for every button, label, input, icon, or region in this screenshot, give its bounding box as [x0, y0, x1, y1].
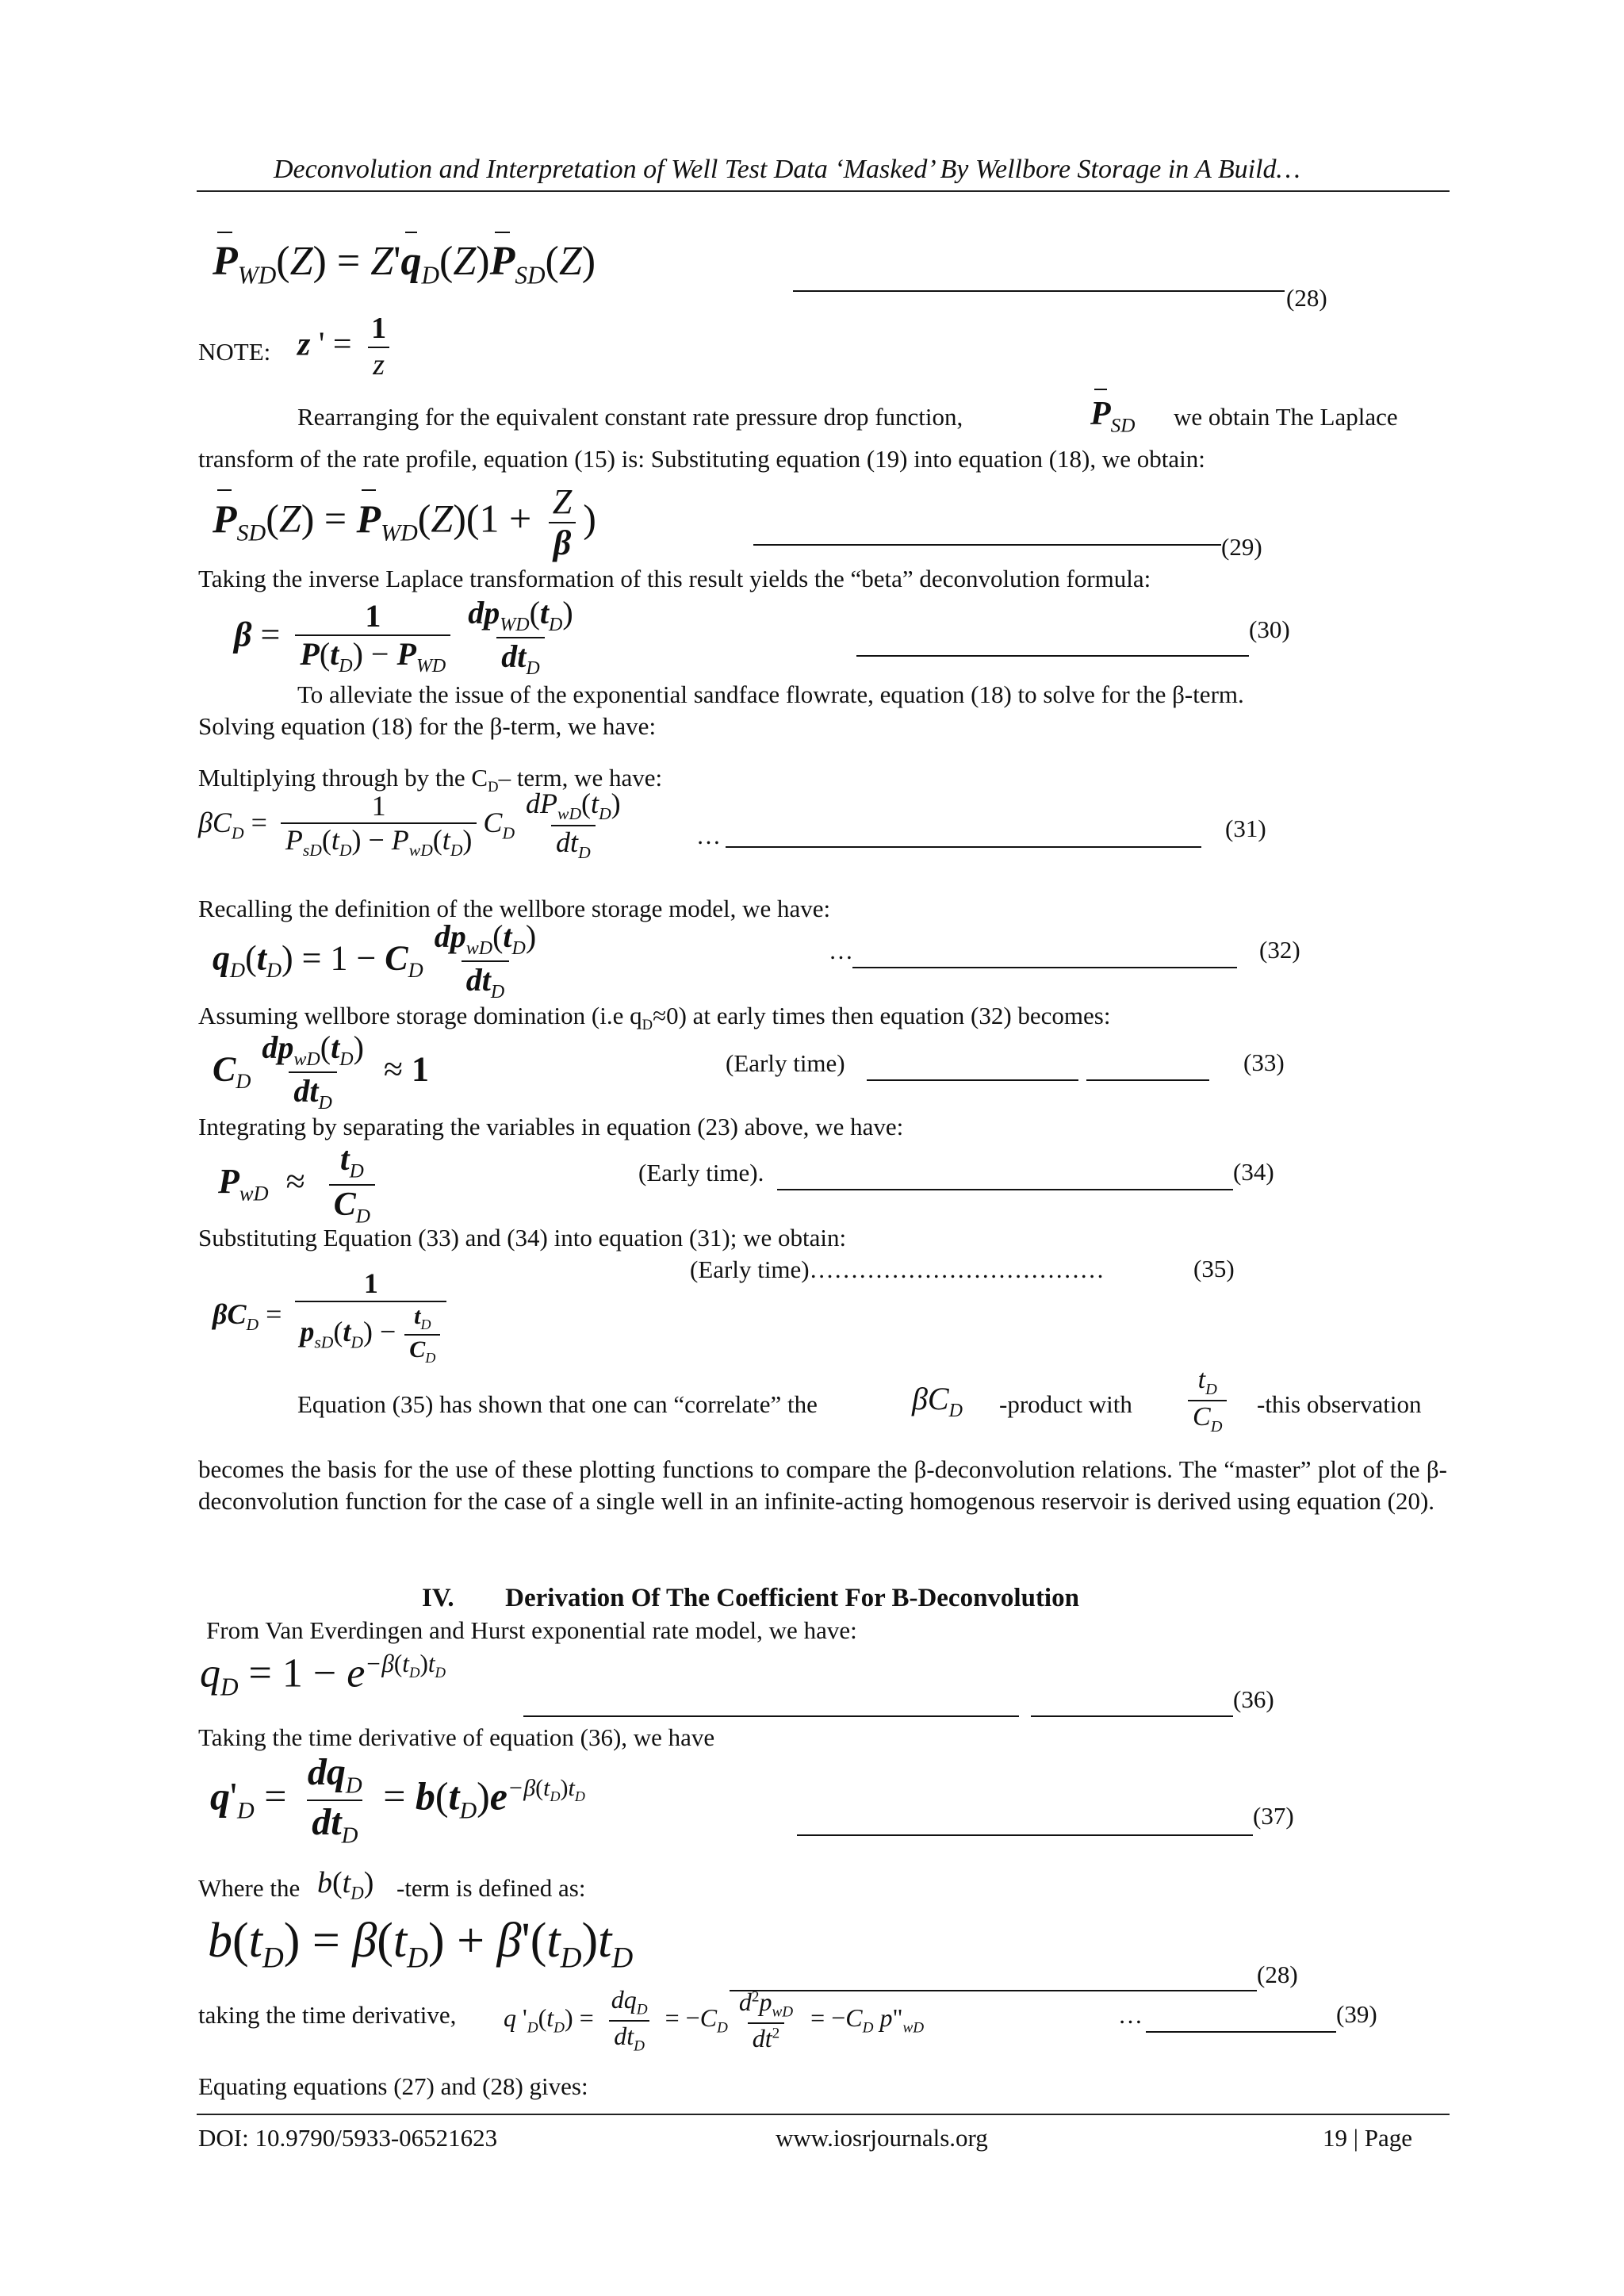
paragraph-rearranging-c: transform of the rate profile, equation (15) is: Substituting equation (19) into equation (18), we obtain: — [198, 445, 1205, 473]
equation-39-number: (39) — [1336, 2000, 1377, 2028]
equation-28a: $P_{WD}(Z) = Z'q_D(Z)P_{SD}(Z)$ — [213, 239, 596, 289]
footer-rule — [197, 2114, 1450, 2115]
paragraph-van-everdingen: From Van Everdingen and Hurst exponential rate model, we have: — [206, 1616, 857, 1644]
paragraph-rearranging-b: we obtain The Laplace — [1174, 403, 1398, 431]
equation-35: $\beta C_D$ = 1 $p_{sD}(t_D)$ − $\frac{t_D}{C_D}$ — [213, 1269, 453, 1366]
running-header: Deconvolution and Interpretation of Well Test Data ‘Masked’ By Wellbore Storage in A Build… — [274, 155, 1300, 184]
equation-34-label: (Early time). — [638, 1159, 764, 1186]
equation-28b-number: (28) — [1257, 1961, 1298, 1988]
paragraph-alleviate-b: Solving equation (18) for the β-term, we have: — [198, 712, 657, 740]
paragraph-equation35-b: -product with — [999, 1390, 1132, 1418]
equation-28a-number: (28) — [1286, 284, 1327, 312]
paragraph-where-the-a: Where the — [198, 1874, 301, 1902]
equation-29-line — [753, 535, 1221, 550]
equation-28b: $b(t_D) = \beta(t_D) + \beta'(t_D)t_D$ — [208, 1914, 634, 1975]
equation-32-dots: … — [829, 937, 853, 964]
equation-34: $P_{wD}$ ≈ $\frac{t_D}{C_D}$ — [218, 1142, 381, 1228]
equation-32-line — [852, 958, 1237, 972]
equation-34-number: (34) — [1233, 1158, 1274, 1186]
equation-37-number: (37) — [1253, 1802, 1294, 1830]
paragraph-substituting: Substituting Equation (33) and (34) into equation (31); we obtain: — [198, 1224, 847, 1251]
equation-31: $\beta C_D$ = $\frac{1}{P_{sD}(t_D) - P_{wD}(t_D)}$ $C_D$ $\frac{dP_{wD}(t_D)}{dt_D}$ — [198, 788, 621, 863]
paragraph-alleviate-a: To alleviate the issue of the exponential sandface flowrate, equation (18) to solve for the β-term. — [297, 680, 1244, 708]
equation-34-line — [777, 1180, 1233, 1194]
note-equation: z ' = $\frac{1}{z}$ — [297, 313, 397, 381]
paragraph-rearranging-a: Rearranging for the equivalent constant rate pressure drop function, — [297, 403, 963, 431]
inline-betacd-symbol: $\beta C_D$ — [912, 1381, 963, 1421]
equation-31-line — [726, 838, 1201, 852]
equation-35-number: (35) — [1193, 1255, 1235, 1282]
note-label: NOTE: — [198, 338, 271, 366]
paragraph-integrating: Integrating by separating the variables in equation (23) above, we have: — [198, 1113, 904, 1140]
equation-36-number: (36) — [1233, 1685, 1274, 1713]
equation-35-label: (Early time)……………………………… — [690, 1255, 1105, 1283]
equation-33-number: (33) — [1243, 1048, 1285, 1076]
equation-30-line — [856, 646, 1249, 661]
equation-36-line-b — [1031, 1707, 1233, 1721]
inline-btd-symbol: $b(t_D)$ — [317, 1866, 374, 1903]
section-title: Derivation Of The Coefficient For Β-Deconvolution — [505, 1584, 1079, 1612]
paragraph-multiplying: Multiplying through by the $C_D-$ term, we have: — [198, 764, 663, 796]
equation-33-label: (Early time) — [726, 1049, 845, 1077]
section-numeral: IV. — [422, 1584, 454, 1612]
equation-37-line — [797, 1826, 1253, 1840]
equation-30: β = $\frac{1}{P(t_D) - P_{WD}}$ $\frac{dp_{WD}(t_D)}{dt_D}$ — [234, 595, 573, 680]
equation-31-number: (31) — [1225, 815, 1266, 842]
equation-32-number: (32) — [1259, 936, 1300, 964]
inline-psd-symbol: $P_{SD}$ — [1090, 396, 1136, 437]
equation-29-number: (29) — [1221, 533, 1262, 561]
equation-36: $q_D = 1 - e^{-\beta(t_D)t_D}$ — [200, 1650, 446, 1701]
equation-31-dots: … — [696, 822, 721, 849]
paragraph-equation35-a: Equation (35) has shown that one can “correlate” the — [297, 1390, 818, 1418]
paragraph-equating: Equating equations (27) and (28) gives: — [198, 2072, 588, 2100]
equation-39: q '$_D(t_D)$ = $\frac{dq_D}{dt_D}$ = $-C_D$ $\frac{d^2p_{wD}}{dt^2}$ = $-C_D$ $p"_{wD}$ — [504, 1985, 925, 2054]
footer-doi: DOI: 10.9790/5933-06521623 — [198, 2124, 498, 2152]
paragraph-equation35-rest: becomes the basis for the use of these plotting functions to compare the β-deconvolution relations. The “master” plot of the β-deconvolution function for the case of a single well in an infinite-acting homogenous reservoir is derived using equation (20). — [198, 1455, 1447, 1515]
equation-39-dots: … — [1118, 2001, 1143, 2029]
paragraph-inverse-laplace: Taking the inverse Laplace transformation of this result yields the “beta” deconvolution formula: — [198, 565, 1151, 592]
footer-page-number: 19 | Page — [1323, 2124, 1412, 2152]
equation-37: $q'_D$ = $\frac{dq_D}{dt_D}$ = $b(t_D)e^{-\beta(t_D)t_D}$ — [210, 1751, 585, 1849]
equation-32: $q_D(t_D) = 1 - C_D$ $\frac{dp_{wD}(t_D)}{dt_D}$ — [213, 918, 537, 1003]
equation-33-line-b — [1086, 1071, 1209, 1085]
paragraph-recalling: Recalling the definition of the wellbore storage model, we have: — [198, 895, 831, 922]
footer-website: www.iosrjournals.org — [776, 2124, 988, 2152]
equation-28a-line — [793, 282, 1285, 296]
section-heading — [422, 1584, 1079, 1613]
equation-39-line — [1146, 2022, 1336, 2037]
inline-td-over-cd: $\frac{t_D}{C_D}$ — [1182, 1366, 1233, 1435]
paragraph-assuming: Assuming wellbore storage domination (i.e $q_D\approx 0$) at early times then equation (32) becomes: — [198, 1002, 1111, 1034]
equation-33: $C_D$ $\frac{dp_{wD}(t_D)}{dt_D}$ ≈ 1 — [213, 1029, 430, 1114]
paragraph-time-derivative: Taking the time derivative of equation (36), we have — [198, 1723, 715, 1751]
equation-33-line-a — [867, 1071, 1078, 1085]
paragraph-taking-derivative: taking the time derivative, — [198, 2001, 457, 2029]
equation-36-line-a — [523, 1707, 1019, 1721]
header-rule — [197, 190, 1450, 192]
equation-29: $P_{SD}(Z) = P_{WD}(Z)(1$ + $\frac{Z}{\beta}$ ) — [213, 482, 596, 563]
paragraph-equation35-c: -this observation — [1257, 1390, 1422, 1418]
equation-30-number: (30) — [1249, 615, 1290, 643]
paragraph-where-the-b: -term is defined as: — [396, 1874, 586, 1902]
